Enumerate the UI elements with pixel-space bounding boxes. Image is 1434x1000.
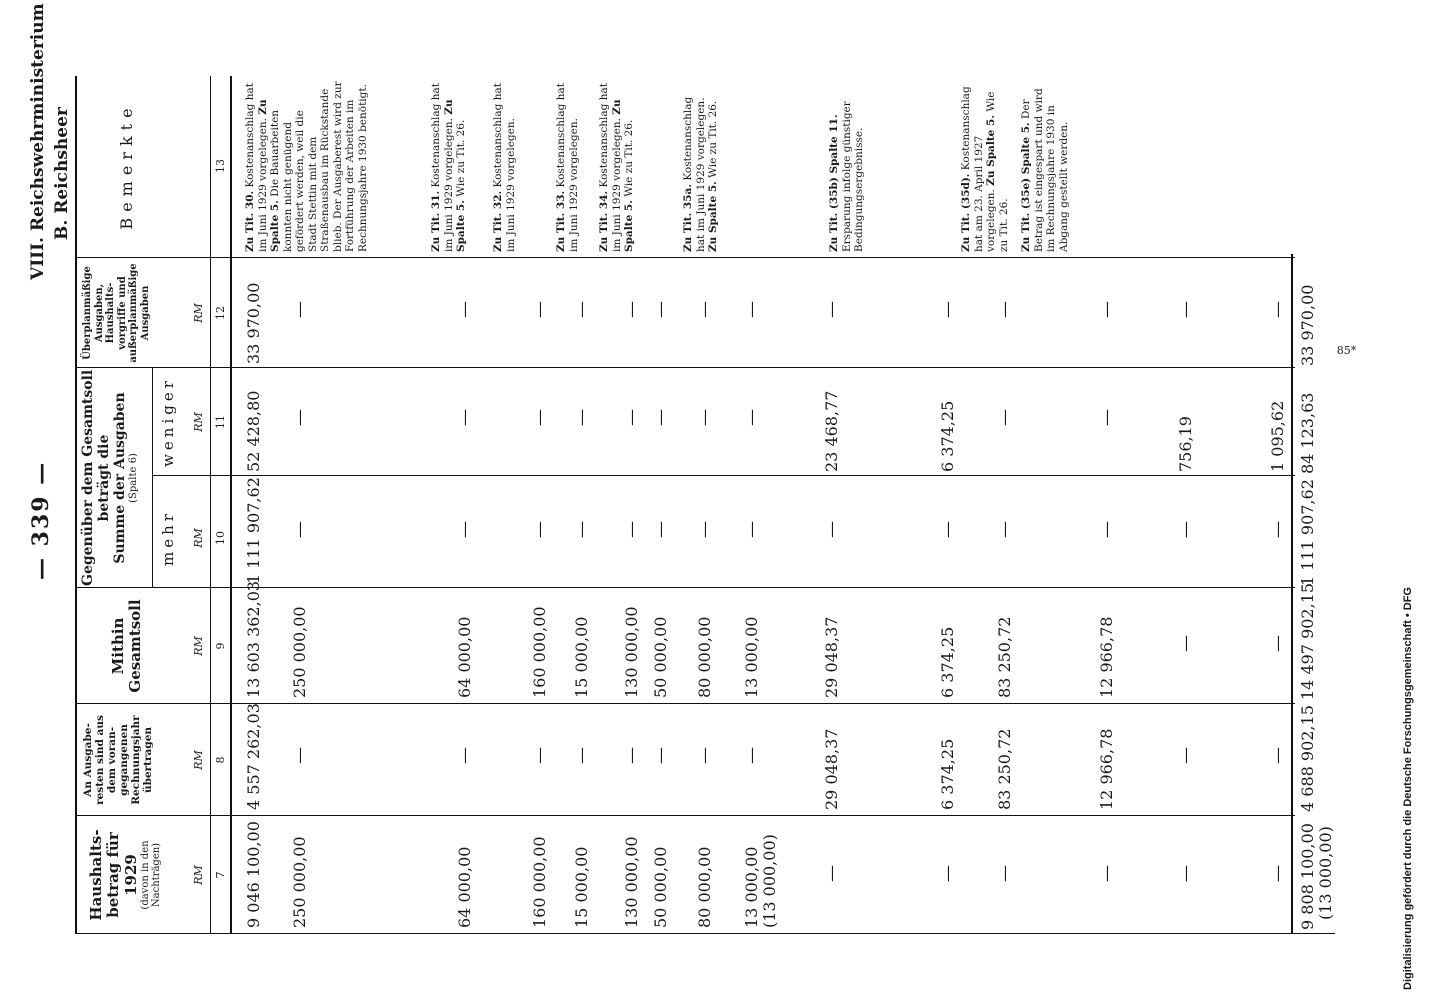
remark-text: Kostenanschlag hat im Juni 1929 vorgelegen. [244, 83, 269, 252]
cell-c8-row-1: 4 557 262,03 [244, 703, 263, 810]
cell-c12-row-13: — [1097, 301, 1117, 318]
cell-c11-row-14: 756,19 [1176, 416, 1195, 472]
cell-c12-row-1: 33 970,00 [244, 282, 263, 364]
cell-c12-row-5: — [572, 301, 592, 318]
remark-ref: Zu Tit. 32. [492, 190, 504, 252]
col13-header [118, 78, 136, 254]
cell-c12-row-9: — [742, 301, 762, 318]
remark-ref: Zu Tit. 35a. [682, 184, 694, 252]
cell-c11-row-9: — [742, 409, 762, 426]
cell-c8-row-15: — [1268, 747, 1288, 764]
col11-unit: RM [192, 412, 205, 432]
cell-c12-row-14: — [1176, 301, 1196, 318]
cell-c9-row-9: 13 000,00 [742, 616, 761, 698]
cell-c7-row-6: 130 000,00 [622, 836, 641, 928]
total-c10: 1 111 907,62 [1298, 479, 1317, 586]
cell-c7-row-4: 160 000,00 [530, 836, 549, 928]
ministry-title: VIII. Reichswehrministerium [28, 3, 48, 280]
cell-c7-row-10: — [822, 865, 842, 882]
cell-c12-row-11: — [938, 301, 958, 318]
remark-text: Kostenanschlag hat im Juni 1929 vorgelegen. [555, 83, 580, 252]
col9-unit: RM [192, 636, 205, 656]
cell-c12-row-8: — [695, 301, 715, 318]
cell-c12-row-3: — [455, 301, 475, 318]
cell-c9-row-1: 13 603 362,03 [244, 580, 263, 698]
cell-c8-row-12: 83 250,72 [995, 728, 1014, 810]
cell-c7-row-14: — [1176, 865, 1196, 882]
col11-title: weniger [159, 377, 177, 467]
cell-c10-row-3: — [455, 521, 475, 538]
col9-header [110, 592, 145, 700]
cell-c8-row-8: — [695, 747, 715, 764]
remark-9 [1020, 80, 1070, 252]
cell-c11-row-10: 23 468,77 [822, 390, 841, 472]
remark-text: Der Betrag ist eingespart und wird im Rechnungsjahre 1930 in Abgang gestellt werden. [1020, 88, 1070, 252]
remark-ref2: Zu Spalte 5. [256, 99, 281, 252]
cell-c10-row-10: — [822, 521, 842, 538]
cell-c9-row-15: — [1268, 635, 1288, 652]
col-sep-12-13 [75, 367, 1295, 368]
group-sub-line [152, 368, 153, 588]
remark-1 [244, 80, 369, 252]
subsection-title: B. Reichsheer [52, 107, 72, 240]
cell-c11-row-2: — [290, 409, 310, 426]
remark-6 [682, 80, 720, 252]
cell-c11-row-8: — [695, 409, 715, 426]
cell-c7-row-13: — [1097, 865, 1117, 882]
cell-c12-row-4: — [530, 301, 550, 318]
col12-title: Überplanmäßige Ausgaben, Haushalts- vorgriffe und außerplanmäßige Ausgaben [82, 263, 151, 363]
cell-c10-row-8: — [695, 521, 715, 538]
cell-c10-row-15: — [1268, 521, 1288, 538]
col9-title: Mithin Gesamtsoll [109, 599, 145, 693]
total-c9: 14 497 902,15 [1298, 582, 1317, 700]
cell-c9-row-11: 6 374,25 [938, 626, 957, 698]
remark-text2: Wie zu Tit. 26. [707, 100, 719, 182]
remark-text: Kostenanschlag hat im Juni 1929 vorgelegen. [598, 83, 623, 252]
cell-c11-row-13: — [1097, 409, 1117, 426]
remark-ref: Zu Tit. (35b) Spalte 11. [828, 114, 840, 252]
remark-text2: Die Bauarbeiten konnten nicht genügend gefördert werden, weil die Stadt Stettin mit dem Straßenausbau im Rückstande blieb. Der Ausgaberest wird zur Fortführung der Arbeiten im Rechnungsjahre 1930 benötigt. [269, 81, 369, 252]
cell-c9-row-12: 83 250,72 [995, 616, 1014, 698]
cell-c8-row-7: — [651, 747, 671, 764]
col7-unit: RM [192, 865, 205, 885]
header-number-line [210, 76, 211, 934]
cell-c7-row-8: 80 000,00 [695, 846, 714, 928]
cell-c10-row-12: — [995, 521, 1015, 538]
cell-c11-row-12: — [995, 409, 1015, 426]
total-c7b: (13 000,00) [1316, 826, 1335, 920]
cell-c10-row-14: — [1176, 521, 1196, 538]
col9-number: 9 [214, 642, 227, 650]
total-c7: 9 808 100,00 [1298, 823, 1317, 930]
cell-c8-row-9: — [742, 747, 762, 764]
col7-header [88, 820, 163, 930]
col7-title: Haushalts- betrag für 1929 [87, 829, 140, 921]
col11-header [160, 370, 177, 474]
cell-c7-row-7: 50 000,00 [651, 846, 670, 928]
group-title: Gegenüber dem Gesamtsoll beträgt die Summe der Ausgaben [80, 369, 129, 586]
col10-header [160, 490, 177, 586]
header-bottom-line [230, 76, 232, 934]
cell-c10-row-1: 1 111 907,62 [244, 477, 263, 584]
cell-c12-row-12: — [995, 301, 1015, 318]
col-sep-8-9 [75, 815, 1295, 816]
cell-c8-row-4: — [530, 747, 550, 764]
col-sep-11-12 [152, 475, 1295, 476]
col10-unit: RM [192, 528, 205, 548]
page-mark: 85* [1336, 343, 1357, 357]
cell-c7-row-12: — [995, 865, 1015, 882]
cell-c12-row-6: — [622, 301, 642, 318]
cell-c7b-row-9: (13 000,00) [760, 834, 779, 928]
group-sub: (Spalte 6) [128, 453, 140, 503]
col-sep-7-8 [75, 933, 1295, 934]
col13-number: 13 [214, 159, 227, 173]
cell-c10-row-2: — [290, 521, 310, 538]
cell-c7-row-11: — [938, 865, 958, 882]
table-top-line [75, 76, 77, 934]
cell-c11-row-15: 1 095,62 [1268, 400, 1287, 472]
col10-number: 10 [214, 531, 227, 545]
side-credit-text: Digitalisierung gefördert durch die Deutsche Forschungsgemeinschaft • DFG [1402, 587, 1414, 990]
cell-c12-row-15: — [1268, 301, 1288, 318]
cell-c8-row-13: 12 966,78 [1097, 728, 1116, 810]
cell-c9-row-13: 12 966,78 [1097, 616, 1116, 698]
remark-text: Kostenanschlag hat im Juni 1929 vorgelegen. [430, 83, 455, 252]
cell-c9-row-10: 29 048,37 [822, 616, 841, 698]
remark-text2: Wie zu Tit. 26. [455, 119, 467, 201]
remark-3 [492, 80, 517, 252]
cell-c11-row-5: — [572, 409, 592, 426]
col12-header [82, 260, 151, 366]
remark-text: Kostenanschlag hat im Juni 1929 vorgelegen. [492, 83, 517, 252]
remark-ref: Zu Tit. 30. [244, 190, 256, 252]
cell-c9-row-3: 64 000,00 [455, 616, 474, 698]
cell-c8-row-11: 6 374,25 [938, 738, 957, 810]
side-credit [1402, 587, 1414, 990]
col10-title: mehr [159, 510, 177, 566]
cell-c9-row-14: — [1176, 635, 1196, 652]
cell-c12-row-10: — [822, 301, 842, 318]
remark-4 [555, 80, 580, 252]
remark-7 [828, 80, 866, 252]
remark-ref: Zu Tit. (35e) Spalte 5. [1020, 122, 1032, 252]
cell-c12-row-2: — [290, 301, 310, 318]
col8-unit: RM [192, 750, 205, 770]
cell-c10-row-13: — [1097, 521, 1117, 538]
col7-number: 7 [214, 871, 227, 879]
col11-number: 11 [214, 415, 227, 429]
cell-c8-row-5: — [572, 747, 592, 764]
cell-c7-row-1: 9 046 100,00 [244, 821, 263, 928]
cell-c7-row-3: 64 000,00 [455, 846, 474, 928]
cell-c10-row-4: — [530, 521, 550, 538]
cell-c8-row-10: 29 048,37 [822, 728, 841, 810]
col8-number: 8 [214, 756, 227, 764]
cell-c7-row-9: 13 000,00 [742, 846, 761, 928]
remark-text: Kostenanschlag hat im Juni 1929 vorgelegen. [682, 96, 707, 252]
cell-c7-row-15: — [1268, 865, 1288, 882]
cell-c7-row-5: 15 000,00 [572, 846, 591, 928]
remark-text2: Wie zu Tit. 26. [623, 119, 635, 201]
total-c8: 4 688 902,15 [1298, 705, 1317, 812]
total-c12: 33 970,00 [1298, 284, 1317, 366]
remark-text2: Wie zu Tit. 26. [985, 91, 1010, 252]
remark-ref2: Zu Spalte 5. [610, 99, 635, 252]
col7-sub: (davon in den Nachträgen) [139, 840, 163, 910]
cell-c10-row-9: — [742, 521, 762, 538]
col8-title: An Ausgabe- resten sind aus dem voran- gegangenen Rechnungsjahr übertragen [82, 715, 155, 805]
page-number: — 339 — [28, 460, 54, 580]
cell-c7-row-2: 250 000,00 [290, 836, 309, 928]
cell-c9-row-8: 80 000,00 [695, 616, 714, 698]
cell-c8-row-2: — [290, 747, 310, 764]
cell-c11-row-6: — [622, 409, 642, 426]
remark-ref2: Zu Spalte 5. [707, 181, 719, 252]
cell-c10-row-11: — [938, 521, 958, 538]
cell-c9-row-4: 160 000,00 [530, 606, 549, 698]
col12-unit: RM [192, 303, 205, 323]
col12-number: 12 [214, 306, 227, 320]
remark-ref: Zu Tit. 31. [430, 190, 442, 252]
col-sep-13 [75, 257, 1295, 258]
cell-c8-row-6: — [622, 747, 642, 764]
cell-c12-row-7: — [651, 301, 671, 318]
remark-ref2: Zu Spalte 5. [985, 115, 997, 186]
totals-line [1291, 254, 1293, 934]
remark-2 [430, 80, 468, 252]
cell-c9-row-6: 130 000,00 [622, 606, 641, 698]
cell-c11-row-7: — [651, 409, 671, 426]
cell-c11-row-3: — [455, 409, 475, 426]
remark-8 [960, 80, 1010, 252]
cell-c11-row-11: 6 374,25 [938, 400, 957, 472]
col13-title: Bemerkte [117, 102, 136, 230]
cell-c9-row-2: 250 000,00 [290, 606, 309, 698]
cell-c10-row-5: — [572, 521, 592, 538]
group-header [80, 370, 140, 586]
cell-c11-row-1: 52 428,80 [244, 390, 263, 472]
cell-c10-row-6: — [622, 521, 642, 538]
col8-header [82, 708, 154, 812]
cell-c9-row-7: 50 000,00 [651, 616, 670, 698]
remark-5 [598, 80, 636, 252]
total-c11: 84 123,63 [1298, 392, 1317, 474]
remark-text: Ersparung infolge günstiger Bedingungsergebnisse. [840, 101, 865, 252]
cell-c8-row-3: — [455, 747, 475, 764]
remark-ref: Zu Tit. (35d). [960, 173, 972, 252]
remark-ref2: Zu Spalte 5. [442, 99, 467, 252]
cell-c9-row-5: 15 000,00 [572, 616, 591, 698]
remark-ref: Zu Tit. 33. [555, 190, 567, 252]
cell-c8-row-14: — [1176, 747, 1196, 764]
cell-c11-row-4: — [530, 409, 550, 426]
remark-text: Kostenanschlag hat am 23. April 1927 vorgelegen. [960, 86, 997, 252]
remark-ref: Zu Tit. 34. [598, 190, 610, 252]
cell-c10-row-7: — [651, 521, 671, 538]
